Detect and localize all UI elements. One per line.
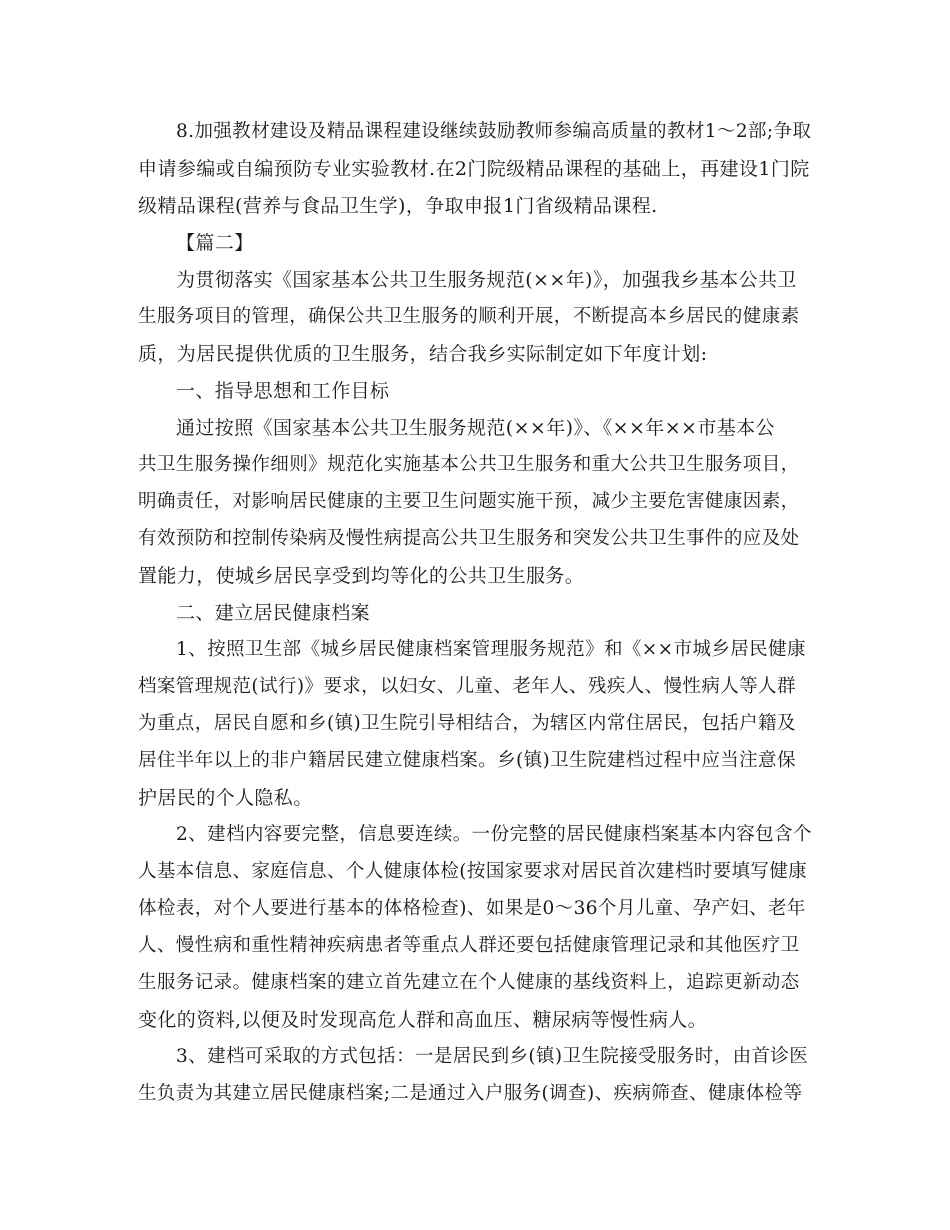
text-line: 生服务项目的管理，确保公共卫生服务的顺利开展，不断提高本乡居民的健康素 [138,306,800,327]
text-line: 置能力，使城乡居民享受到均等化的公共卫生服务。 [138,565,585,587]
text-line: 生服务记录。健康档案的建立首先建立在个人健康的基线资料上，追踪更新动态 [138,972,800,993]
text-line: 体检表，对个人要进行基本的体格检查)、如果是0～36个月儿童、孕产妇、老年 [138,898,806,919]
section-heading: 二、建立居民健康档案 [176,602,371,624]
text-line: 有效预防和控制传染病及慢性病提高公共卫生服务和突发公共卫生事件的应及处 [138,528,800,549]
text-line: 2、建档内容要完整，信息要连续。一份完整的居民健康档案基本内容包含个 [176,824,812,845]
text-line: 3、建档可采取的方式包括：一是居民到乡(镇)卫生院接受服务时，由首诊医 [176,1046,809,1067]
text-line: 级精品课程(营养与食品卫生学)，争取申报1门省级精品课程. [138,195,658,217]
text-line: 档案管理规范(试行)》要求，以妇女、儿童、老年人、残疾人、慢性病人等人群 [138,676,796,697]
section-heading: 【篇二】 [176,232,254,254]
text-line: 质，为居民提供优质的卫生服务，结合我乡实际制定如下年度计划: [138,343,708,365]
text-line: 生负责为其建立居民健康档案;二是通过入户服务(调查)、疾病筛查、健康体检等 [138,1083,803,1104]
text-line: 共卫生服务操作细则》规范化实施基本公共卫生服务和重大公共卫生服务项目， [138,454,800,475]
text-line: 护居民的个人隐私。 [138,787,313,809]
text-line: 变化的资料,以便及时发现高危人群和高血压、糖尿病等慢性病人。 [138,1009,708,1031]
text-line: 1、按照卫生部《城乡居民健康档案管理服务规范》和《××市城乡居民健康 [176,639,806,660]
text-line: 8.加强教材建设及精品课程建设继续鼓励教师参编高质量的教材1～2部;争取 [176,121,812,142]
text-line: 人基本信息、家庭信息、个人健康体检(按国家要求对居民首次建档时要填写健康 [138,861,808,882]
text-line: 为贯彻落实《国家基本公共卫生服务规范(××年)》，加强我乡基本公共卫 [176,269,797,291]
text-line: 通过按照《国家基本公共卫生服务规范(××年)》、《××年××市基本公 [176,417,775,439]
text-line: 人、慢性病和重性精神疾病患者等重点人群还要包括健康管理记录和其他医疗卫 [138,935,800,956]
text-line: 申请参编或自编预防专业实验教材.在2门院级精品课程的基础上，再建设1门院 [138,158,810,180]
section-heading: 一、指导思想和工作目标 [176,380,390,402]
text-line: 居住半年以上的非户籍居民建立健康档案。乡(镇)卫生院建档过程中应当注意保 [138,750,796,771]
text-line: 明确责任，对影响居民健康的主要卫生问题实施干预，减少主要危害健康因素， [138,491,800,512]
text-line: 为重点，居民自愿和乡(镇)卫生院引导相结合，为辖区内常住居民，包括户籍及 [138,713,796,734]
